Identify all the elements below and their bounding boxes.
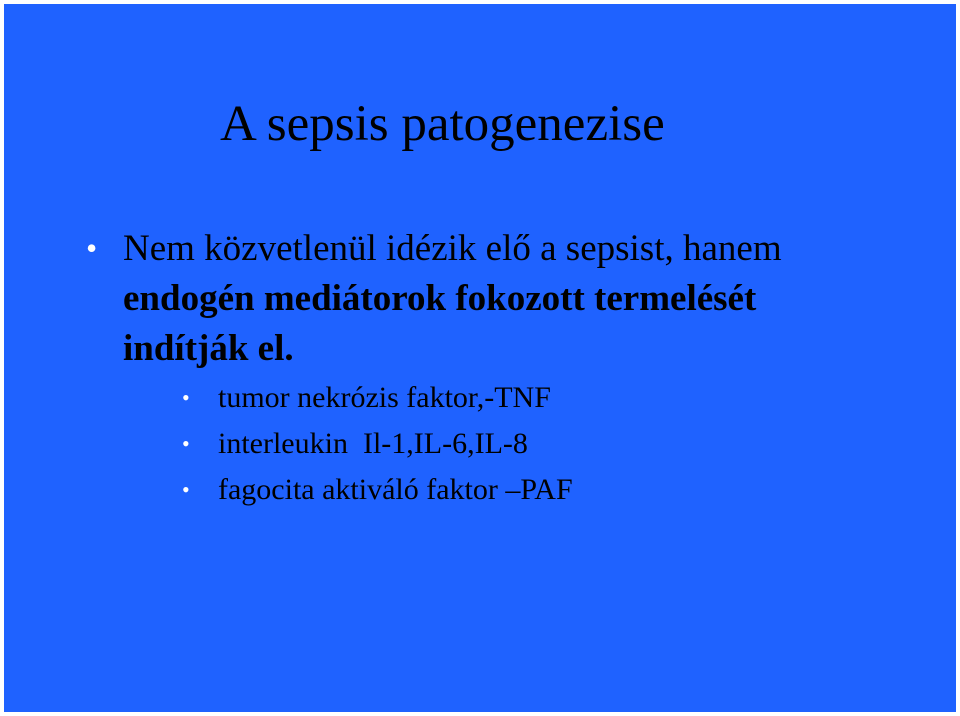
slide-title: A sepsis patogenezise bbox=[220, 96, 665, 152]
main-bullet-list bbox=[86, 224, 886, 374]
main-bullet-line-3: indítják el. bbox=[123, 328, 294, 369]
sub-bullet-item bbox=[182, 421, 573, 467]
main-bullet-line-2: endogén mediátorok fokozott termelését bbox=[123, 278, 757, 319]
bullet-icon: • bbox=[182, 431, 190, 456]
sub-bullet-item bbox=[182, 375, 573, 421]
main-bullet-text bbox=[123, 224, 782, 374]
sub-bullet-list bbox=[182, 375, 573, 513]
sub-bullet-text: tumor nekrózis faktor,-TNF bbox=[218, 381, 551, 414]
main-bullet-item bbox=[86, 224, 886, 374]
sub-bullet-text: fagocita aktiváló faktor –PAF bbox=[218, 473, 573, 506]
sub-bullet-text: interleukin Il-1,IL-6,IL-8 bbox=[218, 427, 528, 460]
main-bullet-line-1: Nem közvetlenül idézik elő a sepsist, hanem bbox=[123, 228, 782, 269]
bullet-icon: • bbox=[182, 385, 190, 410]
bullet-icon: • bbox=[86, 230, 98, 266]
slide bbox=[4, 4, 956, 712]
sub-bullet-item bbox=[182, 467, 573, 513]
bullet-icon: • bbox=[182, 477, 190, 502]
